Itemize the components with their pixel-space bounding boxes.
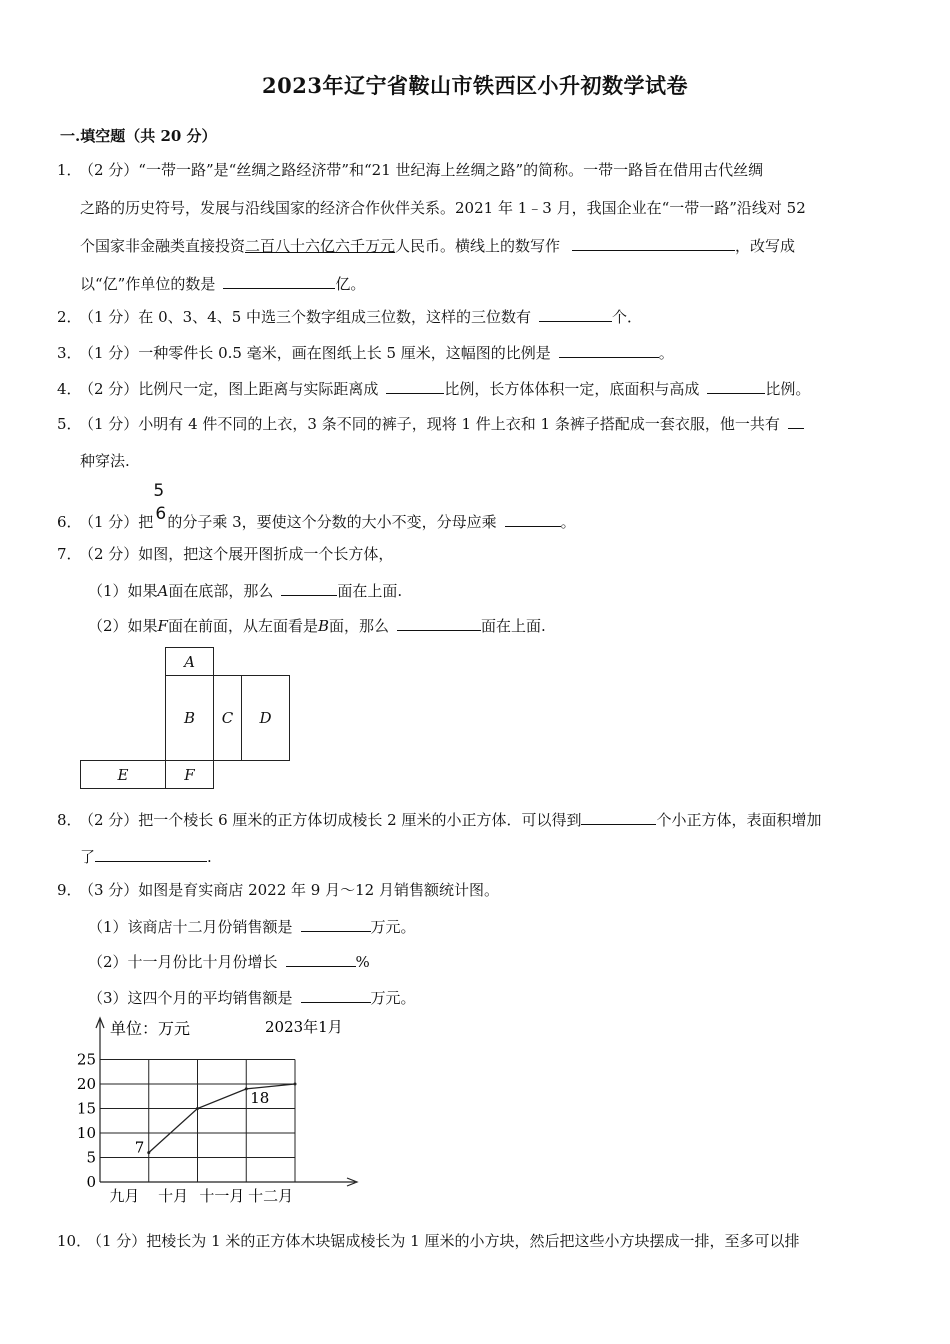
- answer-blank[interactable]: [572, 235, 735, 251]
- q1-number: 1．: [57, 161, 82, 179]
- y-tick-label: 10: [76, 1124, 96, 1142]
- answer-blank[interactable]: [281, 580, 337, 596]
- q5-line2: 种穿法.: [80, 452, 130, 470]
- q6-line: 6．（1 分）把 5 6 的分子乘 3，要使这个分数的大小不变，分母应乘 。: [57, 481, 576, 531]
- answer-blank[interactable]: [386, 378, 444, 394]
- q8-line1: 8．（2 分）把一个棱长 6 厘米的正方体切成棱长 2 厘米的小正方体．可以得到 个小正方体，表面积增加: [57, 811, 822, 829]
- q9-stem: 9．（3 分）如图是育实商店 2022 年 9 月～12 月销售额统计图。: [57, 881, 499, 899]
- q7-stem: 7．（2 分）如图，把这个展开图折成一个长方体，: [57, 545, 394, 563]
- answer-blank[interactable]: [581, 809, 656, 825]
- x-category-label: 十二月: [248, 1187, 294, 1205]
- answer-blank[interactable]: [301, 987, 371, 1003]
- q9-sub1: （1）该商店十二月份销售额是 万元。: [88, 918, 416, 936]
- answer-blank[interactable]: [505, 511, 561, 527]
- face-e: E: [80, 760, 166, 789]
- y-tick-label: 20: [76, 1075, 96, 1093]
- q7-sub1: （1）如果A面在底部，那么 面在上面.: [88, 582, 403, 600]
- answer-blank[interactable]: [788, 413, 804, 429]
- q3-line: 3．（1 分）一种零件长 0.5 毫米，画在图纸上长 5 厘米，这幅图的比例是 。: [57, 344, 674, 362]
- answer-blank[interactable]: [707, 378, 765, 394]
- data-point: [147, 1151, 150, 1154]
- answer-blank[interactable]: [397, 615, 481, 631]
- answer-blank[interactable]: [301, 916, 371, 932]
- series-line: [149, 1084, 295, 1153]
- q9-sub2: （2）十一月份比十月份增长 %: [88, 953, 370, 971]
- page-title: 2023年辽宁省鞍山市铁西区小升初数学试卷: [262, 73, 688, 98]
- q2-line: 2．（1 分）在 0、3、4、5 中选三个数字组成三位数，这样的三位数有 个．: [57, 308, 643, 326]
- q9-sub3: （3）这四个月的平均销售额是 万元。: [88, 989, 416, 1007]
- fraction-five-sixths: 5 6: [153, 481, 167, 524]
- face-b: B: [165, 675, 214, 761]
- face-a: A: [165, 647, 214, 676]
- chart-unit-label: 单位：万元: [110, 1019, 191, 1038]
- q8-line2: 了 .: [80, 848, 212, 866]
- q4-line: 4．（2 分）比例尺一定，图上距离与实际距离成 比例，长方体体积一定，底面积与高成 比例。: [57, 380, 811, 398]
- q1-line4: 以“亿”作单位的数是 亿。: [80, 275, 366, 293]
- answer-blank[interactable]: [223, 273, 335, 289]
- q1-line2: 之路的历史符号，发展与沿线国家的经济合作伙伴关系。2021 年 1﹣3 月，我国企业在“一带一路”沿线对 52: [80, 199, 806, 217]
- y-tick-label: 25: [76, 1050, 96, 1069]
- chart-title: 2023年1月: [265, 1018, 343, 1036]
- data-label: 7: [134, 1138, 145, 1157]
- answer-blank[interactable]: [286, 951, 356, 967]
- q10-line1: 10．（1 分）把棱长为 1 米的正方体木块锯成棱长为 1 厘米的小方块，然后把这些小方块摆成一排，至多可以排: [57, 1232, 800, 1250]
- q5-line1: 5．（1 分）小明有 4 件不同的上衣，3 条不同的裤子，现将 1 件上衣和 1 条裤子搭配成一套衣服，他一共有: [57, 413, 804, 434]
- section-heading: 一.填空题（共 20 分）: [60, 127, 217, 145]
- y-tick-label: 5: [86, 1148, 96, 1167]
- answer-blank[interactable]: [559, 342, 659, 358]
- answer-blank[interactable]: [95, 846, 207, 862]
- data-point: [245, 1087, 248, 1090]
- data-point: [196, 1107, 199, 1110]
- data-point: [294, 1083, 297, 1086]
- x-category-label: 九月: [109, 1187, 140, 1205]
- y-tick-label: 0: [86, 1173, 96, 1191]
- answer-blank[interactable]: [539, 306, 612, 322]
- q1-line1: 1．（2 分）“一带一路”是“丝绸之路经济带”和“21 世纪海上丝绸之路”的简称。一带一路旨在借用古代丝绸: [57, 161, 764, 179]
- y-tick-label: 15: [76, 1099, 96, 1118]
- q1-line3: 个国家非金融类直接投资二百八十六亿六千万元人民币。横线上的数写作 ，改写成: [80, 237, 796, 255]
- q7-sub2: （2）如果F面在前面，从左面看是B面，那么 面在上面.: [88, 617, 546, 635]
- face-f: F: [165, 760, 214, 789]
- face-d: D: [241, 675, 290, 761]
- sales-line-chart: [70, 1012, 390, 1212]
- x-category-label: 十月: [158, 1187, 189, 1205]
- x-category-label: 十一月: [199, 1187, 245, 1205]
- underlined-number: 二百八十六亿六千万元: [245, 237, 396, 255]
- data-label: 18: [250, 1088, 270, 1107]
- face-c: C: [213, 675, 242, 761]
